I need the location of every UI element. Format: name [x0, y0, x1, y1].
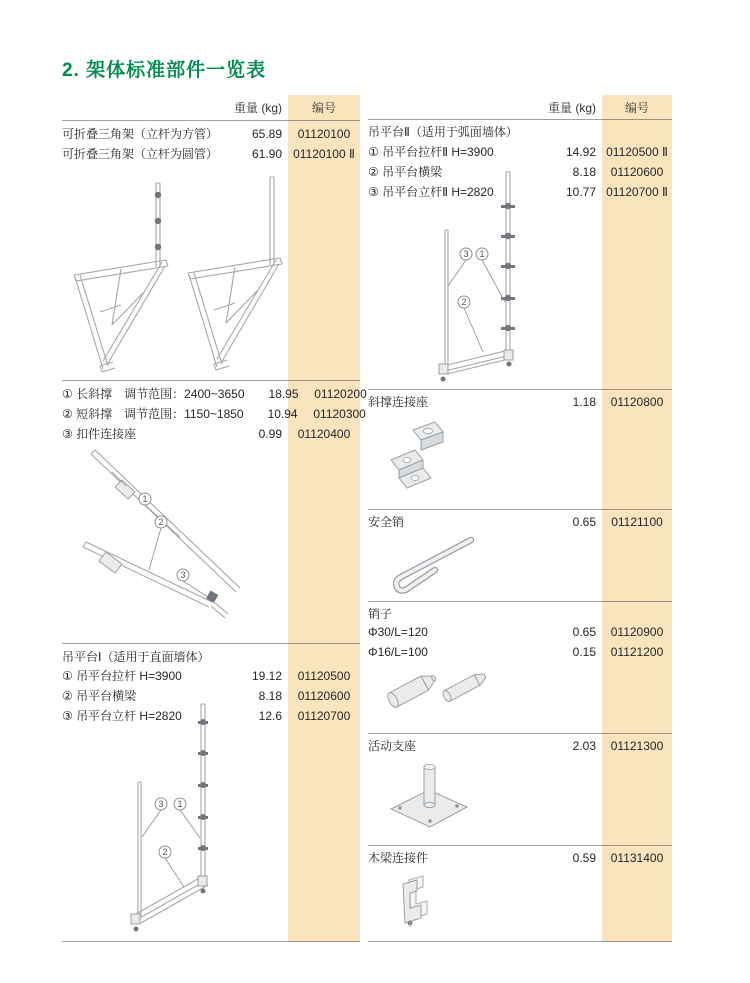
page-title: 2. 架体标准部件一览表 — [62, 60, 267, 81]
table-row — [62, 146, 360, 163]
section-title: 销子 — [368, 607, 393, 621]
part-weight: 8.18 — [572, 165, 596, 179]
part-code: 01120500 Ⅱ — [606, 145, 668, 159]
table-row — [368, 184, 672, 201]
drawing-beam-connector — [393, 876, 443, 928]
divider — [368, 601, 672, 602]
svg-text:2: 2 — [158, 517, 164, 527]
part-name: ① 吊平台拉杆 H=3900 — [62, 669, 182, 683]
part-code: 01120400 — [297, 427, 351, 441]
divider — [62, 941, 360, 942]
part-name: Φ30/L=120 — [368, 625, 428, 639]
table-row — [368, 394, 672, 411]
part-name: ① 长斜撑 调节范围：2400~3650 — [62, 387, 245, 401]
part-name: ③ 吊平台立杆 H=2820 — [62, 709, 182, 723]
drawing-safety-pin — [385, 532, 480, 594]
svg-text:1: 1 — [142, 494, 148, 504]
part-weight: 0.99 — [258, 427, 282, 441]
part-weight: 10.94 — [267, 407, 298, 421]
drawing-foldable-brackets — [62, 163, 292, 377]
table-row — [62, 668, 360, 685]
part-code: 01120500 — [297, 669, 351, 683]
header-spacer — [368, 100, 542, 117]
part-code: 01120100 Ⅱ — [293, 147, 355, 161]
drawing-movable-base — [385, 760, 475, 836]
svg-text:2: 2 — [461, 297, 467, 307]
divider — [62, 120, 360, 121]
table-row — [62, 386, 367, 403]
divider — [368, 509, 672, 510]
divider — [62, 643, 360, 644]
part-code: 01120600 — [610, 165, 664, 179]
section-title: 吊平台Ⅰ（适用于直面墙体） — [62, 650, 210, 664]
table-row — [62, 406, 366, 423]
part-name: 可折叠三角架（立杆为圆管） — [62, 147, 219, 161]
part-name: ① 吊平台拉杆Ⅱ H=3900 — [368, 145, 494, 159]
section-title: 吊平台Ⅱ（适用于弧面墙体） — [368, 125, 518, 139]
part-weight: 0.65 — [572, 515, 596, 529]
part-weight: 0.59 — [572, 851, 596, 865]
header-weight-label: 重量 (kg) — [233, 101, 282, 115]
table-header-left — [62, 100, 360, 117]
part-weight: 65.89 — [251, 127, 282, 141]
table-row — [368, 644, 672, 661]
svg-text:1: 1 — [479, 249, 485, 259]
part-weight: 18.95 — [268, 387, 299, 401]
part-name: 斜撑连接座 — [368, 395, 429, 409]
part-code: 01131400 — [610, 851, 664, 865]
svg-text:2: 2 — [162, 847, 168, 857]
table-row — [62, 688, 360, 705]
table-row — [62, 126, 360, 143]
part-code: 01120200 — [314, 387, 367, 401]
callout-label — [155, 798, 186, 858]
part-name: 可折叠三角架（立杆为方管） — [62, 127, 219, 141]
part-weight: 0.65 — [572, 625, 596, 639]
part-weight: 61.90 — [251, 147, 282, 161]
part-weight: 1.18 — [572, 395, 596, 409]
part-name: ② 吊平台横梁 — [62, 689, 137, 703]
table-row — [368, 624, 672, 641]
part-code: 01121200 — [610, 645, 664, 659]
table-row — [62, 708, 360, 725]
header-code-label: 编号 — [624, 101, 649, 115]
part-weight: 0.15 — [572, 645, 596, 659]
part-weight: 14.92 — [565, 145, 596, 159]
code-column-highlight-left — [288, 95, 360, 942]
part-code: 01120800 — [610, 395, 664, 409]
header-spacer — [62, 100, 228, 117]
part-weight: 2.03 — [572, 739, 596, 753]
part-code: 01120700 Ⅱ — [606, 185, 668, 199]
drawing-diagonal-braces — [62, 442, 297, 640]
part-code: 01120900 — [610, 625, 664, 639]
part-name: 安全销 — [368, 515, 405, 529]
part-weight: 12.6 — [258, 709, 282, 723]
table-row — [368, 850, 672, 867]
part-name: ② 短斜撑 调节范围：1150~1850 — [62, 407, 244, 421]
part-weight: 10.77 — [565, 185, 596, 199]
svg-text:3: 3 — [463, 249, 469, 259]
divider — [368, 119, 672, 120]
svg-text:3: 3 — [180, 570, 186, 580]
svg-text:3: 3 — [158, 799, 164, 809]
drawing-brace-seat — [383, 418, 448, 504]
part-code: 01121300 — [610, 739, 664, 753]
table-row — [368, 738, 672, 755]
part-code: 01120300 — [313, 407, 366, 421]
divider — [368, 941, 672, 942]
part-name: ③ 扣件连接座 — [62, 427, 137, 441]
table-row — [368, 164, 672, 181]
part-name: ② 吊平台横梁 — [368, 165, 443, 179]
part-name: ③ 吊平台立杆Ⅱ H=2820 — [368, 185, 494, 199]
callout-label — [458, 248, 488, 308]
part-code: 01120100 — [297, 127, 351, 141]
divider — [368, 845, 672, 846]
part-weight: 8.18 — [258, 689, 282, 703]
part-name: 活动支座 — [368, 739, 417, 753]
table-row — [368, 514, 672, 531]
part-name: 木梁连接件 — [368, 851, 429, 865]
part-code: 01121100 — [611, 515, 663, 529]
header-code-label: 编号 — [311, 101, 336, 115]
table-row — [368, 144, 672, 161]
divider — [368, 733, 672, 734]
part-name: Φ16/L=100 — [368, 645, 428, 659]
divider — [368, 389, 672, 390]
drawing-pins — [383, 658, 498, 714]
table-header-right — [368, 100, 672, 117]
divider — [62, 380, 360, 381]
table-row — [62, 426, 360, 443]
part-code: 01120700 — [297, 709, 351, 723]
header-weight-label: 重量 (kg) — [547, 101, 596, 115]
svg-text:1: 1 — [177, 799, 183, 809]
drawing-platform-1 — [118, 702, 243, 938]
part-code: 01120600 — [297, 689, 351, 703]
part-weight: 19.12 — [251, 669, 282, 683]
